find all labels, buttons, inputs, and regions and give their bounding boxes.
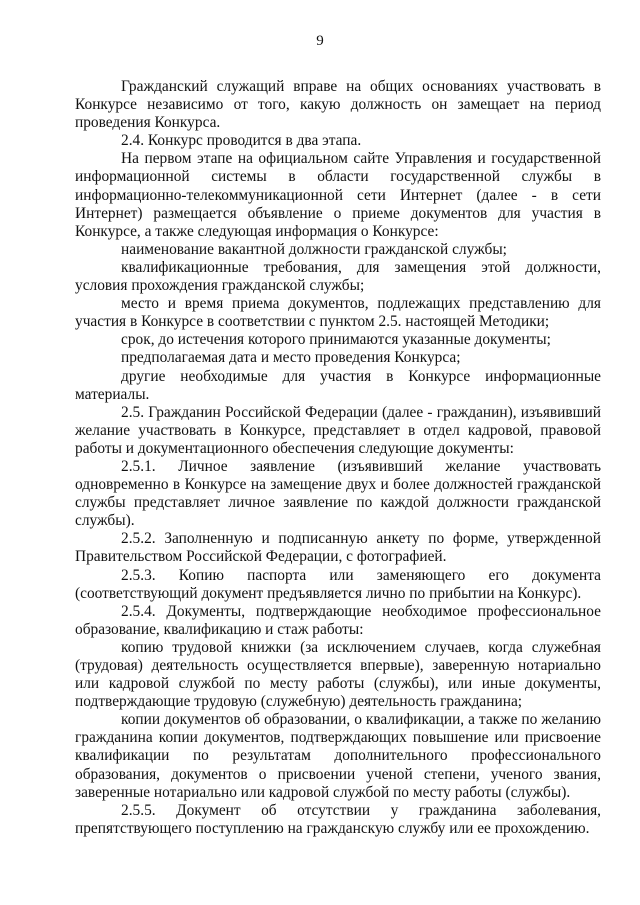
- paragraph-2-5-1: 2.5.1. Личное заявление (изъявивший желание участвовать одновременно в Конкурсе на замещение двух и более должностей гражданской службы представляет личное заявление по каждой должности гражданской службы).: [75, 457, 601, 530]
- paragraph-2-5-5: 2.5.5. Документ об отсутствии у гражданина заболевания, препятствующего поступлению на гражданскую службу или ее прохождению.: [75, 801, 601, 837]
- list-item-position-name: наименование вакантной должности гражданской службы;: [121, 240, 507, 258]
- paragraph-work-book-copy: копию трудовой книжки (за исключением случаев, когда служебная (трудовая) деятельность осуществляется впервые), заверенную нотариально или кадровой службой по месту работы (службы), или иные документы, подтверждающие трудовую (служебную) деятельность гражданина;: [75, 638, 601, 711]
- paragraph-2-5-3: 2.5.3. Копию паспорта или заменяющего его документа (соответствующий документ предъявляется лично по прибытии на Конкурс).: [75, 566, 601, 602]
- paragraph-2-5-4: 2.5.4. Документы, подтверждающие необходимое профессиональное образование, квалификацию и стаж работы:: [75, 602, 601, 638]
- list-item-qualification-requirements: квалификационные требования, для замещения этой должности, условия прохождения гражданской службы;: [75, 258, 601, 295]
- list-item-date-place: предполагаемая дата и место проведения Конкурса;: [121, 349, 461, 367]
- paragraph-2-4: 2.4. Конкурс проводится в два этапа.: [121, 132, 362, 150]
- document-body: [75, 78, 601, 838]
- list-item-deadline: срок, до истечения которого принимаются указанные документы;: [121, 331, 551, 349]
- paragraph-2-5-2: 2.5.2. Заполненную и подписанную анкету по форме, утвержденной Правительством Российской Федерации, с фотографией.: [75, 530, 601, 566]
- list-item-other-materials: другие необходимые для участия в Конкурсе информационные материалы.: [75, 367, 601, 403]
- paragraph-2-5: 2.5. Гражданин Российской Федерации (далее - гражданин), изъявивший желание участвовать в Конкурсе, представляет в отдел кадровой, правовой работы и документационного обеспечения следующие документы:: [75, 403, 601, 457]
- paragraph-civil-servant-right: Гражданский служащий вправе на общих основаниях участвовать в Конкурсе независимо от того, какую должность он замещает на период проведения Конкурса.: [75, 78, 601, 132]
- page-number: 9: [316, 33, 324, 49]
- paragraph-education-documents: копии документов об образовании, о квалификации, а также по желанию гражданина копии документов, подтверждающих повышение или присвоение квалификации по результатам дополнительного профессионального образования, документов о присвоении ученой степени, ученого звания, заверенные нотариально или кадровой службой по месту работы (службы).: [75, 711, 601, 801]
- paragraph-first-stage: На первом этапе на официальном сайте Управления и государственной информационной системы в области государственной службы в информационно-телекоммуникационной сети Интернет (далее - в сети Интернет) размещается объявление о приеме документов для участия в Конкурсе, а также следующая информация о Конкурсе:: [75, 150, 601, 240]
- list-item-place-time: место и время приема документов, подлежащих представлению для участия в Конкурсе в соответствии с пунктом 2.5. настоящей Методики;: [75, 295, 601, 331]
